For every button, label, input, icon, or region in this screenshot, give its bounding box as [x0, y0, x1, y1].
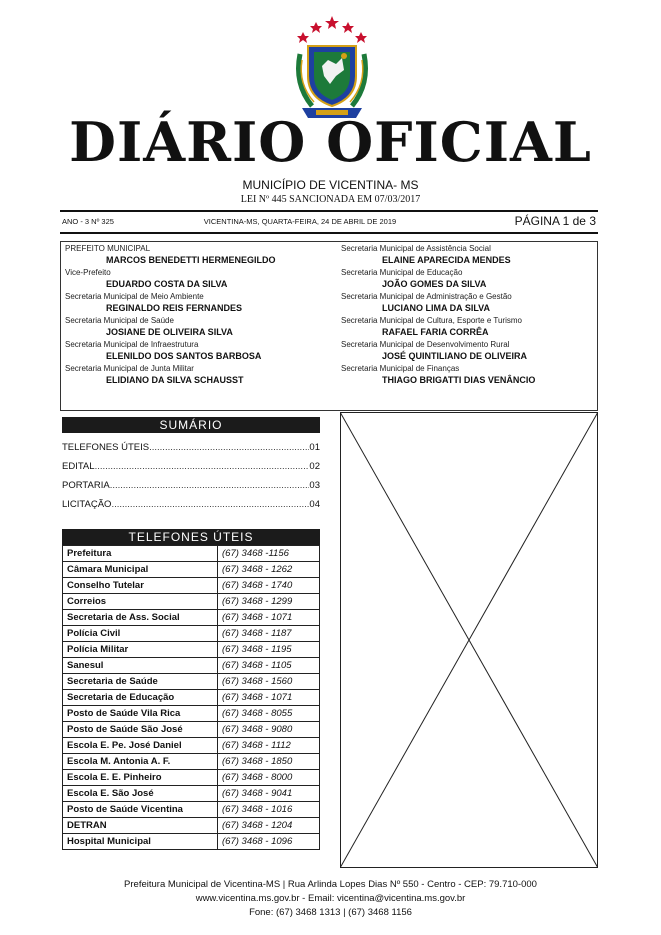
telefones-row	[63, 770, 320, 786]
telefones-row	[63, 626, 320, 642]
official-name: ELIDIANO DA SILVA SCHAUSST	[106, 375, 244, 385]
image-placeholder	[340, 412, 598, 868]
official-name: JOÃO GOMES DA SILVA	[382, 279, 487, 289]
telefones-phone: (67) 3468 - 1016	[218, 802, 320, 818]
telefones-name: Polícia Civil	[63, 626, 218, 642]
telefones-phone: (67) 3468 - 1195	[218, 642, 320, 658]
telefones-name: Secretaria de Educação	[63, 690, 218, 706]
official-name: MARCOS BENEDETTI HERMENEGILDO	[106, 255, 276, 265]
sumario-heading: SUMÁRIO	[62, 417, 320, 433]
official-role: Secretaria Municipal de Finanças	[341, 364, 460, 373]
telefones-phone: (67) 3468 - 1096	[218, 834, 320, 850]
edition-number: ANO - 3 Nº 325	[62, 217, 114, 226]
telefones-name: Escola E. São José	[63, 786, 218, 802]
telefones-name: Sanesul	[63, 658, 218, 674]
official-name: LUCIANO LIMA DA SILVA	[382, 303, 490, 313]
sumario-item-page: 03	[309, 480, 320, 491]
telefones-phone: (67) 3468 - 1560	[218, 674, 320, 690]
sumario-item-label: PORTARIA	[62, 480, 110, 491]
official-name: ELENILDO DOS SANTOS BARBOSA	[106, 351, 262, 361]
official-name: REGINALDO REIS FERNANDES	[106, 303, 243, 313]
official-role: Secretaria Municipal de Junta Militar	[65, 364, 194, 373]
telefones-row	[63, 818, 320, 834]
telefones-name: Secretaria de Ass. Social	[63, 610, 218, 626]
sumario-item-label: LICITAÇÃO	[62, 499, 112, 510]
telefones-row	[63, 674, 320, 690]
telefones-name: Posto de Saúde Vicentina	[63, 802, 218, 818]
official-name: JOSIANE DE OLIVEIRA SILVA	[106, 327, 233, 337]
sumario-item[interactable]	[62, 476, 320, 495]
official-role: Secretaria Municipal de Meio Ambiente	[65, 292, 204, 301]
telefones-phone: (67) 3468 - 1187	[218, 626, 320, 642]
official-name: THIAGO BRIGATTI DIAS VENÂNCIO	[382, 375, 536, 385]
telefones-name: Prefeitura	[63, 546, 218, 562]
telefones-row	[63, 834, 320, 850]
header-rule-top	[60, 210, 598, 212]
telefones-phone: (67) 3468 - 1204	[218, 818, 320, 834]
dateline: VICENTINA-MS, QUARTA-FEIRA, 24 DE ABRIL DE 2019	[203, 217, 397, 226]
telefones-heading: TELEFONES ÚTEIS	[62, 529, 320, 545]
telefones-row	[63, 690, 320, 706]
newspaper-title: DIÁRIO OFICIAL	[69, 110, 592, 174]
sumario-item-page: 01	[309, 442, 320, 453]
official-role: Secretaria Municipal de Educação	[341, 268, 463, 277]
official-role: Vice-Prefeito	[65, 268, 111, 277]
header-rule-bottom	[60, 232, 598, 234]
official-role: PREFEITO MUNICIPAL	[65, 244, 151, 253]
telefones-row	[63, 738, 320, 754]
telefones-row	[63, 706, 320, 722]
telefones-name: Hospital Municipal	[63, 834, 218, 850]
telefones-phone: (67) 3468 - 8055	[218, 706, 320, 722]
sumario-item-page: 04	[309, 499, 320, 510]
official-role: Secretaria Municipal de Desenvolvimento Rural	[341, 340, 510, 349]
telefones-row	[63, 562, 320, 578]
dot-leader	[111, 495, 309, 514]
sumario-item[interactable]	[62, 495, 320, 514]
telefones-row	[63, 786, 320, 802]
telefones-row	[63, 802, 320, 818]
officials-right-column	[341, 244, 597, 388]
footer-web-email: www.vicentina.ms.gov.br - Email: vicentina@vicentina.ms.gov.br	[195, 893, 466, 904]
page-indicator: PÁGINA 1 de 3	[514, 214, 596, 228]
telefones-name: Escola M. Antonia A. F.	[63, 754, 218, 770]
law-line: LEI Nº 445 SANCIONADA EM 07/03/2017	[240, 194, 421, 205]
telefones-row	[63, 722, 320, 738]
official-role: Secretaria Municipal de Assistência Social	[341, 244, 491, 253]
telefones-phone: (67) 3468 - 1262	[218, 562, 320, 578]
official-role: Secretaria Municipal de Infraestrutura	[65, 340, 199, 349]
telefones-name: Conselho Tutelar	[63, 578, 218, 594]
telefones-name: Secretaria de Saúde	[63, 674, 218, 690]
telefones-phone: (67) 3468 - 9041	[218, 786, 320, 802]
telefones-name: Escola E. Pe. José Daniel	[63, 738, 218, 754]
telefones-name: Câmara Municipal	[63, 562, 218, 578]
telefones-phone: (67) 3468 - 9080	[218, 722, 320, 738]
official-role: Secretaria Municipal de Cultura, Esporte e Turismo	[341, 316, 522, 325]
footer-phones: Fone: (67) 3468 1313 | (67) 3468 1156	[249, 907, 412, 918]
telefones-row	[63, 578, 320, 594]
officials-left-column	[65, 244, 335, 388]
telefones-phone: (67) 3468 - 8000	[218, 770, 320, 786]
municipality-subtitle: MUNICÍPIO DE VICENTINA- MS	[242, 178, 419, 192]
officials-box	[60, 241, 598, 411]
telefones-name: Posto de Saúde Vila Rica	[63, 706, 218, 722]
telefones-name: Posto de Saúde São José	[63, 722, 218, 738]
telefones-phone: (67) 3468 -1156	[218, 546, 320, 562]
official-name: JOSÉ QUINTILIANO DE OLIVEIRA	[382, 351, 528, 361]
sumario-item-label: EDITAL	[62, 461, 95, 472]
telefones-name: Polícia Militar	[63, 642, 218, 658]
official-name: EDUARDO COSTA DA SILVA	[106, 279, 228, 289]
official-name: ELAINE APARECIDA MENDES	[382, 255, 511, 265]
sumario-item[interactable]	[62, 457, 320, 476]
telefones-row	[63, 754, 320, 770]
telefones-name: DETRAN	[63, 818, 218, 834]
telefones-row	[63, 546, 320, 562]
telefones-name: Escola E. E. Pinheiro	[63, 770, 218, 786]
telefones-row	[63, 594, 320, 610]
telefones-row	[63, 658, 320, 674]
telefones-table	[62, 545, 320, 850]
sumario-item[interactable]	[62, 438, 320, 457]
dot-leader	[95, 457, 310, 476]
telefones-name: Correios	[63, 594, 218, 610]
footer-address: Prefeitura Municipal de Vicentina-MS | Rua Arlinda Lopes Dias Nº 550 - Centro - CEP: 79.710-000	[124, 879, 537, 890]
official-name: RAFAEL FARIA CORRÊA	[382, 327, 489, 337]
telefones-phone: (67) 3468 - 1112	[218, 738, 320, 754]
sumario-list	[62, 438, 320, 514]
sumario-item-label: TELEFONES ÚTEIS	[62, 442, 150, 453]
official-role: Secretaria Municipal de Saúde	[65, 316, 174, 325]
telefones-row	[63, 642, 320, 658]
telefones-phone: (67) 3468 - 1850	[218, 754, 320, 770]
telefones-phone: (67) 3468 - 1105	[218, 658, 320, 674]
telefones-phone: (67) 3468 - 1071	[218, 690, 320, 706]
telefones-row	[63, 610, 320, 626]
dot-leader	[149, 438, 309, 457]
dot-leader	[110, 476, 310, 495]
sumario-item-page: 02	[309, 461, 320, 472]
telefones-phone: (67) 3468 - 1740	[218, 578, 320, 594]
telefones-phone: (67) 3468 - 1299	[218, 594, 320, 610]
official-role: Secretaria Municipal de Administração e Gestão	[341, 292, 512, 301]
telefones-phone: (67) 3468 - 1071	[218, 610, 320, 626]
